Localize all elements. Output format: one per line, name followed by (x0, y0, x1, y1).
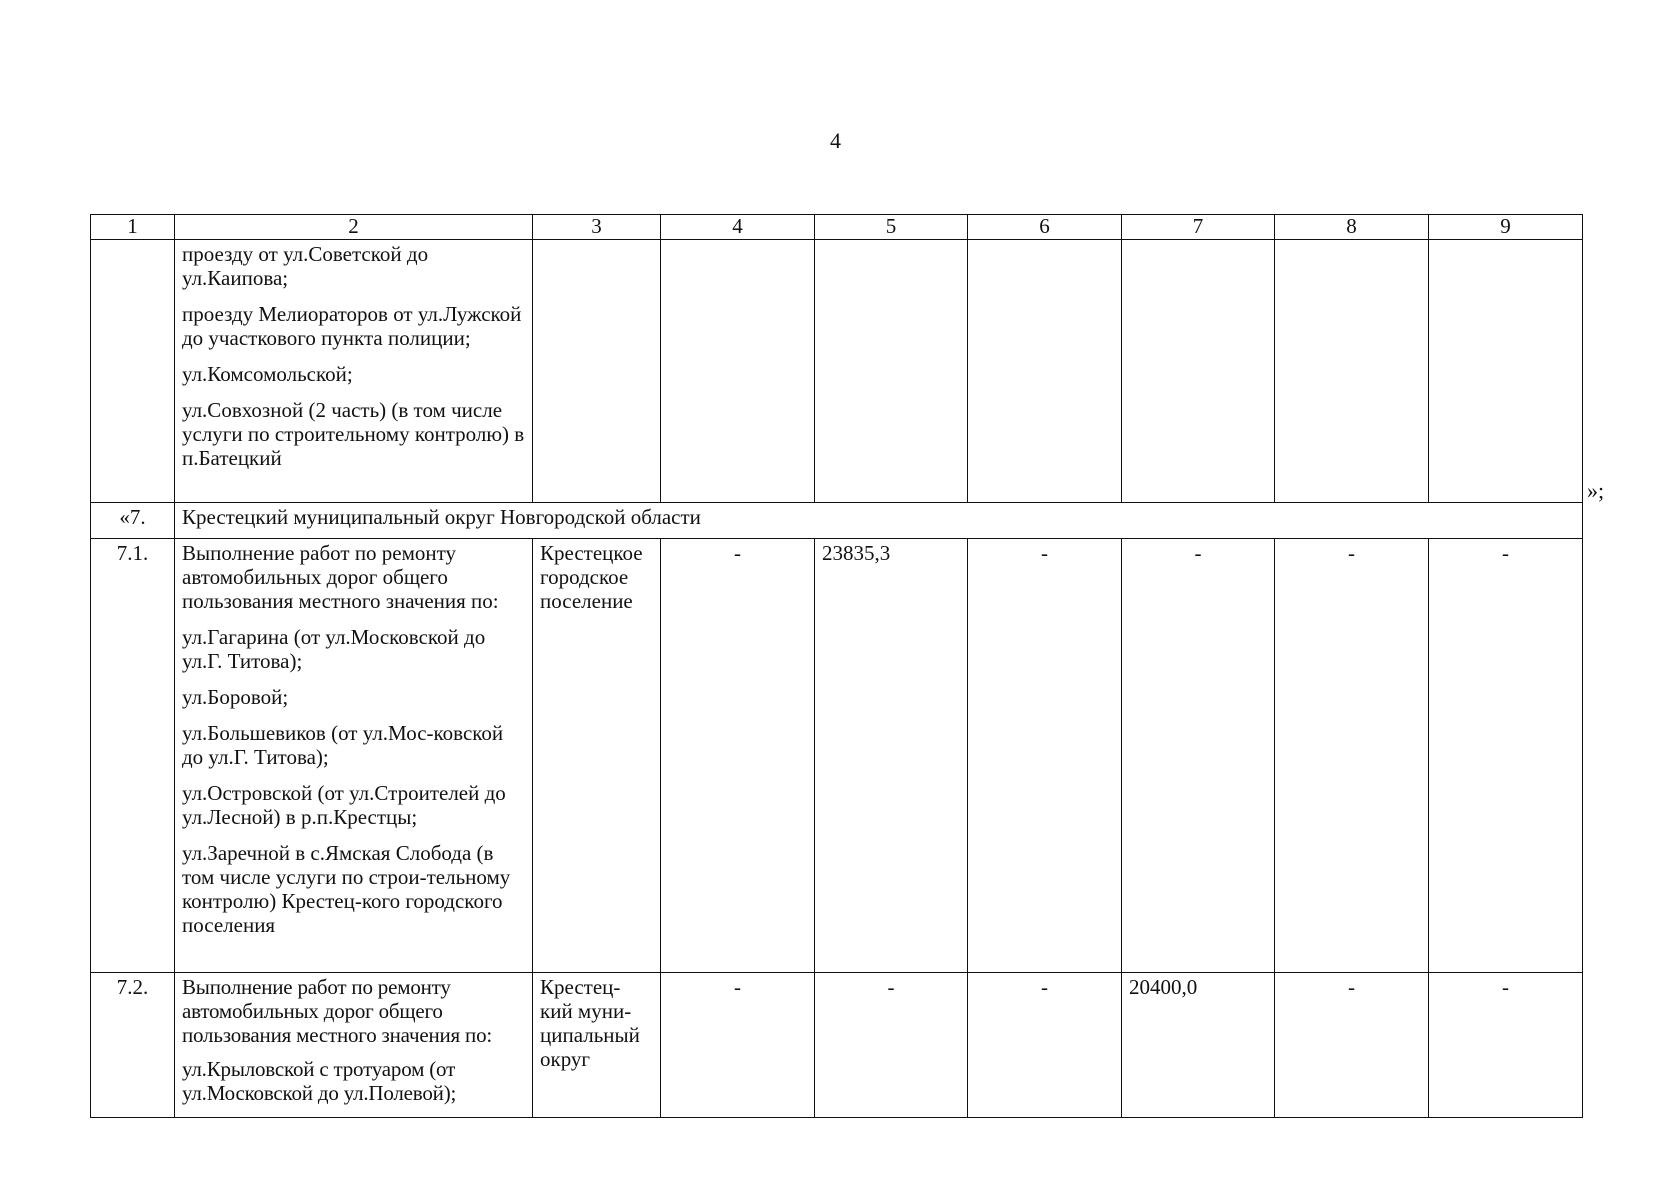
header-cell: 2 (175, 215, 533, 240)
road-item: ул.Комсомольской; (182, 362, 353, 386)
road-item: ул.Гагарина (от ул.Московской до ул.Г. Титова); (182, 625, 486, 673)
road-item: проезду Мелиораторов от ул.Лужской до участкового пункта полиции; (182, 302, 522, 350)
row-number: 7.2. (91, 973, 175, 1118)
work-description-cell (175, 240, 533, 503)
road-item: ул.Крыловской с тротуаром (от ул.Московской до ул.Полевой); (182, 1057, 457, 1105)
header-cell: 1 (91, 215, 175, 240)
value-cell: 23835,3 (815, 539, 968, 973)
row-number: 7.1. (91, 539, 175, 973)
road-item: ул.Боровой; (182, 685, 289, 709)
page-number: 4 (830, 128, 841, 153)
header-cell: 3 (533, 215, 661, 240)
value-cell: - (661, 539, 815, 973)
road-item: ул.Большевиков (от ул.Мос-ковской до ул.Г. Титова); (182, 721, 504, 769)
value-cell (815, 240, 968, 503)
value-cell (1122, 240, 1275, 503)
road-item: Выполнение работ по ремонту автомобильных дорог общего пользования местного значения по: (182, 541, 499, 613)
road-item: ул.Совхозной (2 часть) (в том числе услуги по строительному контролю) в п.Батецкий (182, 398, 525, 470)
value-cell: - (1275, 539, 1429, 973)
value-cell (1429, 240, 1583, 503)
header-cell: 6 (968, 215, 1122, 240)
table-row (91, 539, 1583, 973)
value-cell: - (968, 539, 1122, 973)
road-item: Выполнение работ по ремонту автомобильных дорог общего пользования местного значения по: (182, 975, 492, 1047)
road-item: проезду от ул.Советской до ул.Каипова; (182, 242, 429, 290)
value-cell: - (1275, 973, 1429, 1118)
section-row (91, 503, 1583, 539)
header-cell: 9 (1429, 215, 1583, 240)
road-item: ул.Заречной в с.Ямская Слобода (в том числе услуги по строи-тельному контролю) Крестец-кого городского поселения (182, 841, 511, 937)
header-cell: 4 (661, 215, 815, 240)
value-cell (661, 240, 815, 503)
header-cell: 8 (1275, 215, 1429, 240)
header-cell: 7 (1122, 215, 1275, 240)
value-cell (968, 240, 1122, 503)
value-cell: - (1429, 973, 1583, 1118)
table-header-row (91, 215, 1583, 240)
table-row (91, 240, 1583, 503)
section-title: Крестецкий муниципальный округ Новгородской области (175, 503, 1583, 539)
value-cell: - (1122, 539, 1275, 973)
value-cell: - (815, 973, 968, 1118)
executor-cell (533, 240, 661, 503)
work-description-cell (175, 973, 533, 1118)
value-cell: - (968, 973, 1122, 1118)
header-cell: 5 (815, 215, 968, 240)
row-number-cell (91, 240, 175, 503)
work-description-cell (175, 539, 533, 973)
executor-cell: Крестец-кий муни-ципальный округ (533, 973, 661, 1118)
value-cell (1275, 240, 1429, 503)
table-row (91, 973, 1583, 1118)
value-cell: - (1429, 539, 1583, 973)
value-cell: 20400,0 (1122, 973, 1275, 1118)
road-item: ул.Островской (от ул.Строителей до ул.Лесной) в р.п.Крестцы; (182, 781, 506, 829)
executor-cell: Крестецкое городское поселение (533, 539, 661, 973)
value-cell: - (661, 973, 815, 1118)
funding-table (90, 214, 1583, 1118)
section-number: «7. (91, 503, 175, 539)
closing-quote: »; (1587, 478, 1605, 503)
